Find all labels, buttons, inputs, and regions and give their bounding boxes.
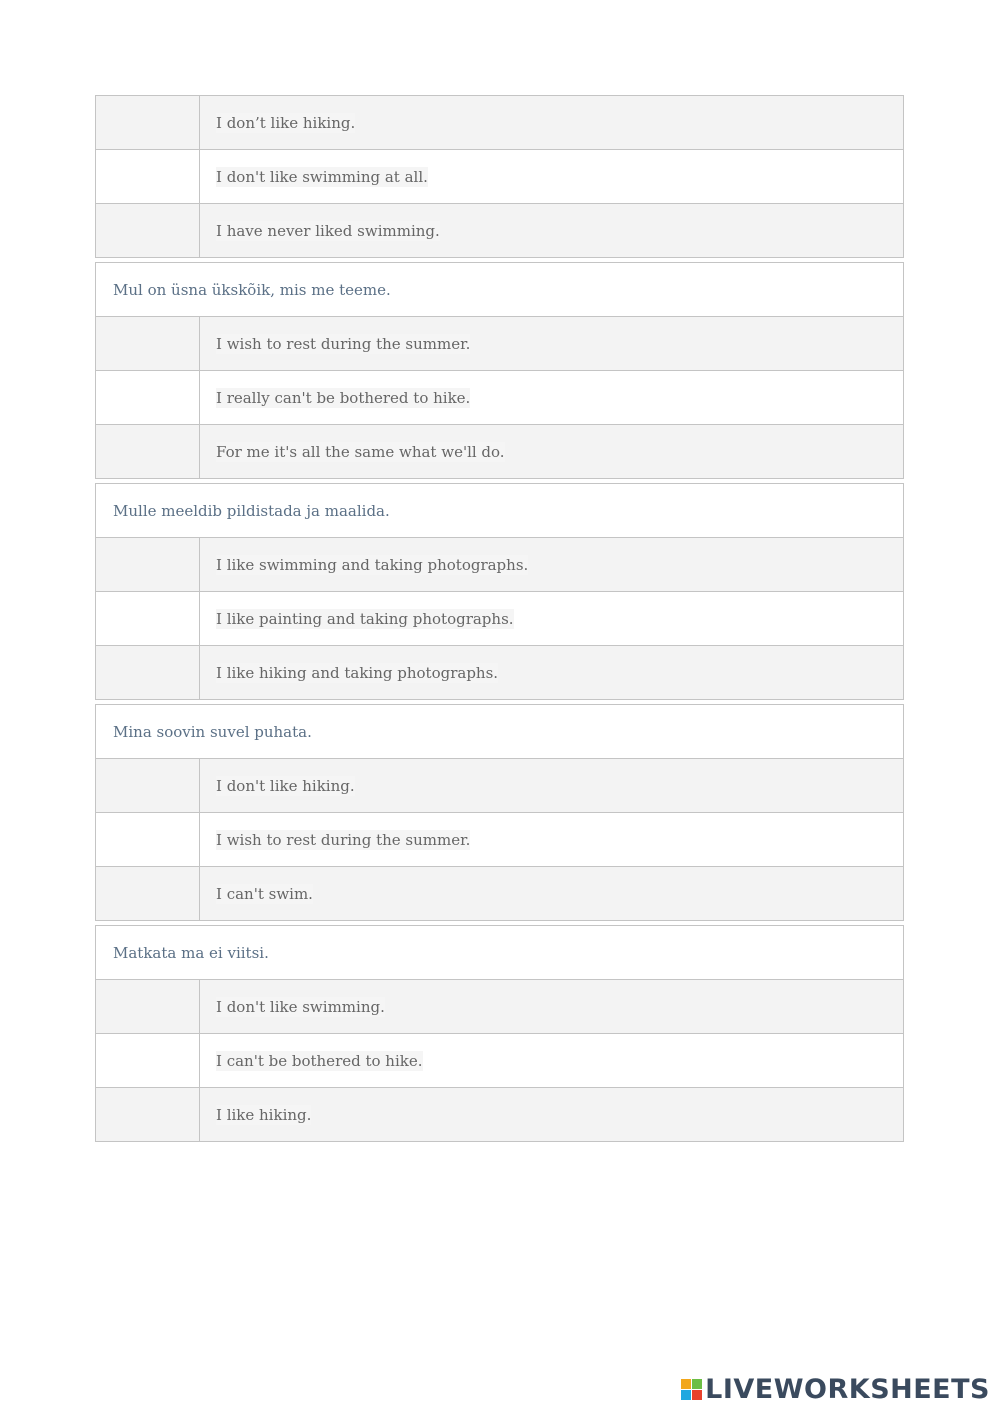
option-cell [200,813,903,866]
option-text: I wish to rest during the summer. [216,830,471,849]
answer-checkbox[interactable] [96,867,200,920]
question-block [95,483,904,700]
brand-text: LIVEWORKSHEETS [705,1374,990,1405]
option-row [96,150,903,204]
question-block [95,95,904,258]
answer-checkbox[interactable] [96,759,200,812]
worksheet [95,95,904,1146]
question-text: Mina soovin suvel puhata. [96,705,903,759]
option-row [96,538,903,592]
option-cell [200,425,903,478]
option-row [96,592,903,646]
answer-checkbox[interactable] [96,204,200,257]
option-text: I can't swim. [216,884,313,903]
option-text: I don't like hiking. [216,776,355,795]
answer-checkbox[interactable] [96,150,200,203]
option-cell [200,317,903,370]
answer-checkbox[interactable] [96,425,200,478]
logo-square [681,1379,691,1389]
option-cell [200,1088,903,1141]
option-row [96,867,903,920]
option-cell [200,867,903,920]
option-row [96,204,903,257]
liveworksheets-logo-icon [681,1379,702,1400]
answer-checkbox[interactable] [96,1034,200,1087]
option-text: I like hiking and taking photographs. [216,663,499,682]
option-text: I don't like swimming. [216,997,385,1016]
option-cell [200,980,903,1033]
question-text: Mulle meeldib pildistada ja maalida. [96,484,903,538]
answer-checkbox[interactable] [96,1088,200,1141]
question-block [95,704,904,921]
option-cell [200,1034,903,1087]
option-row [96,1088,903,1141]
option-cell [200,538,903,591]
option-row [96,425,903,478]
option-text: I don't like swimming at all. [216,167,428,186]
logo-square [692,1379,702,1389]
answer-checkbox[interactable] [96,592,200,645]
option-row [96,1034,903,1088]
option-row [96,646,903,699]
option-text: I have never liked swimming. [216,221,440,240]
option-text: I like swimming and taking photographs. [216,555,529,574]
option-cell [200,204,903,257]
answer-checkbox[interactable] [96,96,200,149]
option-row [96,980,903,1034]
answer-checkbox[interactable] [96,813,200,866]
option-text: I like hiking. [216,1105,312,1124]
option-cell [200,592,903,645]
option-cell [200,371,903,424]
option-row [96,317,903,371]
option-row [96,96,903,150]
option-text: I like painting and taking photographs. [216,609,514,628]
answer-checkbox[interactable] [96,317,200,370]
option-cell [200,646,903,699]
option-cell [200,96,903,149]
question-text: Mul on üsna ükskõik, mis me teeme. [96,263,903,317]
answer-checkbox[interactable] [96,371,200,424]
option-cell [200,150,903,203]
option-text: I really can't be bothered to hike. [216,388,471,407]
option-cell [200,759,903,812]
answer-checkbox[interactable] [96,646,200,699]
option-text: I wish to rest during the summer. [216,334,471,353]
option-row [96,371,903,425]
option-text: I don’t like hiking. [216,113,356,132]
brand-logo [681,1374,990,1405]
option-text: I can't be bothered to hike. [216,1051,423,1070]
question-text: Matkata ma ei viitsi. [96,926,903,980]
answer-checkbox[interactable] [96,980,200,1033]
answer-checkbox[interactable] [96,538,200,591]
logo-square [681,1390,691,1400]
option-text: For me it's all the same what we'll do. [216,442,505,461]
question-block [95,925,904,1142]
logo-square [692,1390,702,1400]
question-block [95,262,904,479]
option-row [96,813,903,867]
option-row [96,759,903,813]
